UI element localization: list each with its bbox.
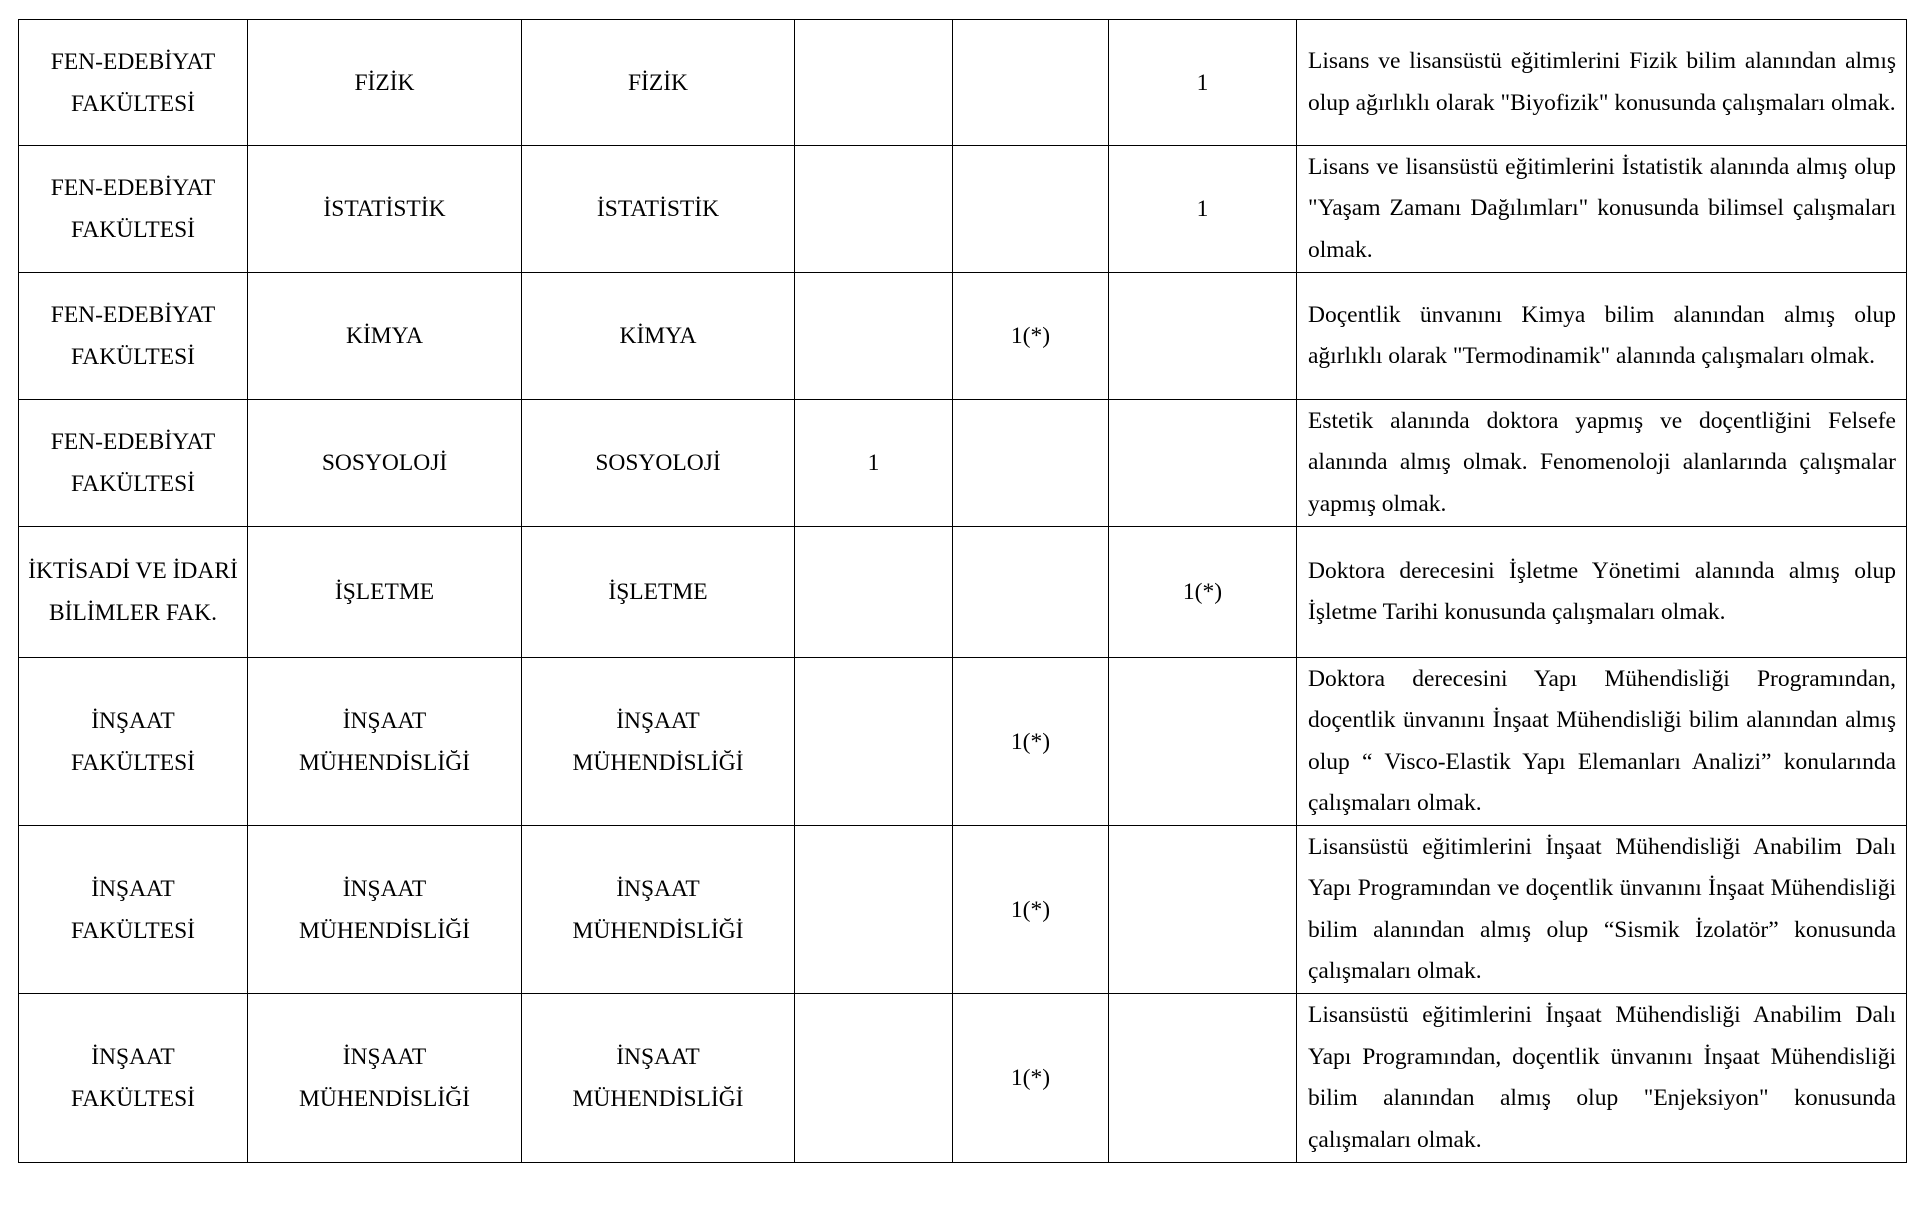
table-row (19, 994, 1907, 1163)
assistant-count-cell (1109, 994, 1297, 1163)
professor-count-cell (795, 146, 953, 273)
description-cell: Lisansüstü eğitimlerini İnşaat Mühendisliği Anabilim Dalı Yapı Programından, doçentlik ünvanını İnşaat Mühendisliği bilim alanından almış olup "Enjeksiyon" konusunda çalışmaları olmak. (1297, 994, 1907, 1163)
faculty-cell: İNŞAAT FAKÜLTESİ (19, 826, 248, 994)
professor-count-cell (795, 826, 953, 994)
department-cell: SOSYOLOJİ (248, 400, 522, 527)
faculty-cell: İNŞAAT FAKÜLTESİ (19, 658, 248, 826)
field-cell: SOSYOLOJİ (522, 400, 795, 527)
description-cell: Estetik alanında doktora yapmış ve doçentliğini Felsefe alanında almış olmak. Fenomenoloji alanlarında çalışmalar yapmış olmak. (1297, 400, 1907, 527)
description-cell: Doktora derecesini İşletme Yönetimi alanında almış olup İşletme Tarihi konusunda çalışmaları olmak. (1297, 527, 1907, 658)
field-cell: KİMYA (522, 273, 795, 400)
professor-count-cell (795, 658, 953, 826)
assistant-count-cell (1109, 658, 1297, 826)
field-cell: İNŞAAT MÜHENDİSLİĞİ (522, 658, 795, 826)
field-cell: İNŞAAT MÜHENDİSLİĞİ (522, 994, 795, 1163)
description-cell: Doçentlik ünvanını Kimya bilim alanından almış olup ağırlıklı olarak "Termodinamik" alanında çalışmaları olmak. (1297, 273, 1907, 400)
associate-count-cell (953, 20, 1109, 146)
table-row (19, 20, 1907, 146)
professor-count-cell (795, 20, 953, 146)
department-cell: İSTATİSTİK (248, 146, 522, 273)
professor-count-cell (795, 527, 953, 658)
associate-count-cell (953, 400, 1109, 527)
associate-count-cell: 1(*) (953, 826, 1109, 994)
description-cell: Lisansüstü eğitimlerini İnşaat Mühendisliği Anabilim Dalı Yapı Programından ve doçentlik ünvanını İnşaat Mühendisliği bilim alanından almış olup “Sismik İzolatör” konusunda çalışmaları olmak. (1297, 826, 1907, 994)
assistant-count-cell: 1(*) (1109, 527, 1297, 658)
table-row (19, 658, 1907, 826)
associate-count-cell (953, 527, 1109, 658)
department-cell: KİMYA (248, 273, 522, 400)
faculty-cell: FEN-EDEBİYAT FAKÜLTESİ (19, 20, 248, 146)
table-row (19, 146, 1907, 273)
assistant-count-cell: 1 (1109, 20, 1297, 146)
professor-count-cell (795, 273, 953, 400)
faculty-cell: FEN-EDEBİYAT FAKÜLTESİ (19, 146, 248, 273)
field-cell: İŞLETME (522, 527, 795, 658)
associate-count-cell: 1(*) (953, 658, 1109, 826)
associate-count-cell: 1(*) (953, 273, 1109, 400)
description-cell: Lisans ve lisansüstü eğitimlerini İstatistik alanında almış olup "Yaşam Zamanı Dağılımları" konusunda bilimsel çalışmaları olmak. (1297, 146, 1907, 273)
department-cell: FİZİK (248, 20, 522, 146)
description-cell: Lisans ve lisansüstü eğitimlerini Fizik bilim alanından almış olup ağırlıklı olarak "Biyofizik" konusunda çalışmaları olmak. (1297, 20, 1907, 146)
positions-table (18, 19, 1907, 1163)
faculty-cell: FEN-EDEBİYAT FAKÜLTESİ (19, 400, 248, 527)
assistant-count-cell: 1 (1109, 146, 1297, 273)
table-row (19, 527, 1907, 658)
field-cell: FİZİK (522, 20, 795, 146)
department-cell: İNŞAAT MÜHENDİSLİĞİ (248, 658, 522, 826)
table-row (19, 273, 1907, 400)
associate-count-cell: 1(*) (953, 994, 1109, 1163)
field-cell: İNŞAAT MÜHENDİSLİĞİ (522, 826, 795, 994)
field-cell: İSTATİSTİK (522, 146, 795, 273)
professor-count-cell: 1 (795, 400, 953, 527)
assistant-count-cell (1109, 826, 1297, 994)
description-cell: Doktora derecesini Yapı Mühendisliği Programından, doçentlik ünvanını İnşaat Mühendisliği bilim alanından almış olup “ Visco-Elastik Yapı Elemanları Analizi” konularında çalışmaları olmak. (1297, 658, 1907, 826)
table-row (19, 826, 1907, 994)
associate-count-cell (953, 146, 1109, 273)
department-cell: İNŞAAT MÜHENDİSLİĞİ (248, 826, 522, 994)
assistant-count-cell (1109, 273, 1297, 400)
assistant-count-cell (1109, 400, 1297, 527)
department-cell: İŞLETME (248, 527, 522, 658)
faculty-cell: FEN-EDEBİYAT FAKÜLTESİ (19, 273, 248, 400)
table-row (19, 400, 1907, 527)
faculty-cell: İNŞAAT FAKÜLTESİ (19, 994, 248, 1163)
faculty-cell: İKTİSADİ VE İDARİ BİLİMLER FAK. (19, 527, 248, 658)
department-cell: İNŞAAT MÜHENDİSLİĞİ (248, 994, 522, 1163)
professor-count-cell (795, 994, 953, 1163)
